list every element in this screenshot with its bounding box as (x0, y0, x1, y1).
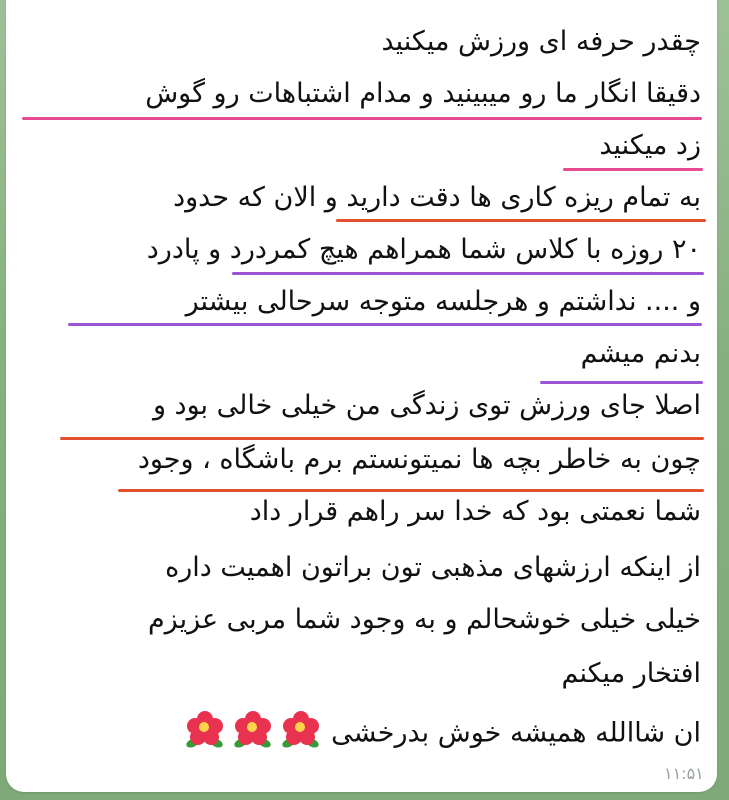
message-line: از اینکه ارزشهای مذهبی تون براتون اهمیت داره (165, 552, 701, 583)
message-line: خیلی خیلی خوشحالم و به وجود شما مربی عزیزم (147, 604, 701, 635)
hibiscus-icon (183, 708, 227, 748)
highlight-underline (563, 168, 703, 171)
message-line: به تمام ریزه کاری ها دقت دارید و الان که حدود (173, 182, 701, 213)
emoji-group (179, 708, 323, 760)
highlight-underline (232, 272, 704, 275)
hibiscus-icon (279, 708, 323, 748)
highlight-underline (68, 323, 702, 326)
message-line-final (179, 708, 701, 760)
message-line: اصلا جای ورزش توی زندگی من خیلی خالی بود و (152, 390, 701, 421)
message-line: ۲۰ روزه با کلاس شما همراهم هیچ کمردرد و پادرد (146, 234, 701, 265)
highlight-underline (60, 437, 704, 440)
highlight-underline (118, 489, 704, 492)
highlight-underline (336, 219, 706, 222)
message-line: بدنم میشم (580, 338, 701, 369)
message-line: چون به خاطر بچه ها نمیتونستم برم باشگاه ، وجود (137, 444, 701, 475)
message-line: افتخار میکنم (561, 658, 701, 689)
message-timestamp: ۱۱:۵۱ (664, 764, 704, 783)
message-line: زد میکنید (599, 130, 701, 161)
hibiscus-icon (231, 708, 275, 748)
message-line: شما نعمتی بود که خدا سر راهم قرار داد (249, 496, 701, 527)
message-line: چقدر حرفه ای ورزش میکنید (381, 26, 701, 57)
highlight-underline (540, 381, 703, 384)
highlight-underline (22, 117, 702, 120)
message-line: و .... نداشتم و هرجلسه متوجه سرحالی بیشتر (185, 286, 701, 317)
message-line-text: ان شاالله همیشه خوش بدرخشی (331, 717, 701, 749)
message-line: دقیقا انگار ما رو میبینید و مدام اشتباهات رو گوش (145, 78, 701, 109)
